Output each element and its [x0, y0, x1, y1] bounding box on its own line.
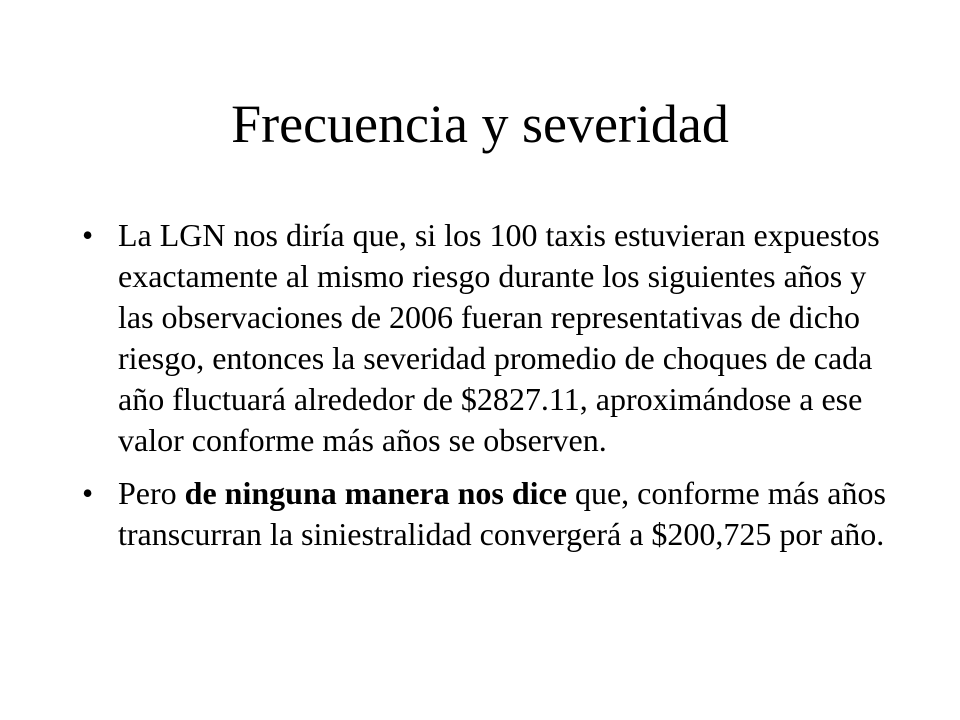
bullet-text-after: que, conforme más años transcurran la siniestralidad convergerá a $200,725 por año. — [118, 475, 886, 552]
bullet-text: La LGN nos diría que, si los 100 taxis estuvieran expuestos exactamente al mismo riesgo durante los siguientes años y las observaciones de 2006 fueran representativas de dicho riesgo, entonces la severidad promedio de choques de cada año fluctuará alrededor de $2827.11, aproximándose a ese valor conforme más años se observen. — [118, 217, 880, 458]
bullet-text-before: Pero — [118, 475, 185, 511]
bullet-item-convergence — [82, 473, 902, 555]
bullet-item-lgn — [82, 215, 902, 461]
bullet-dot-icon: • — [82, 475, 94, 511]
bullet-text-emphasis: de ninguna manera nos dice — [184, 475, 567, 511]
bullet-dot-icon: • — [82, 217, 94, 253]
slide-title: Frecuencia y severidad — [231, 94, 729, 154]
bullet-list — [82, 215, 902, 567]
